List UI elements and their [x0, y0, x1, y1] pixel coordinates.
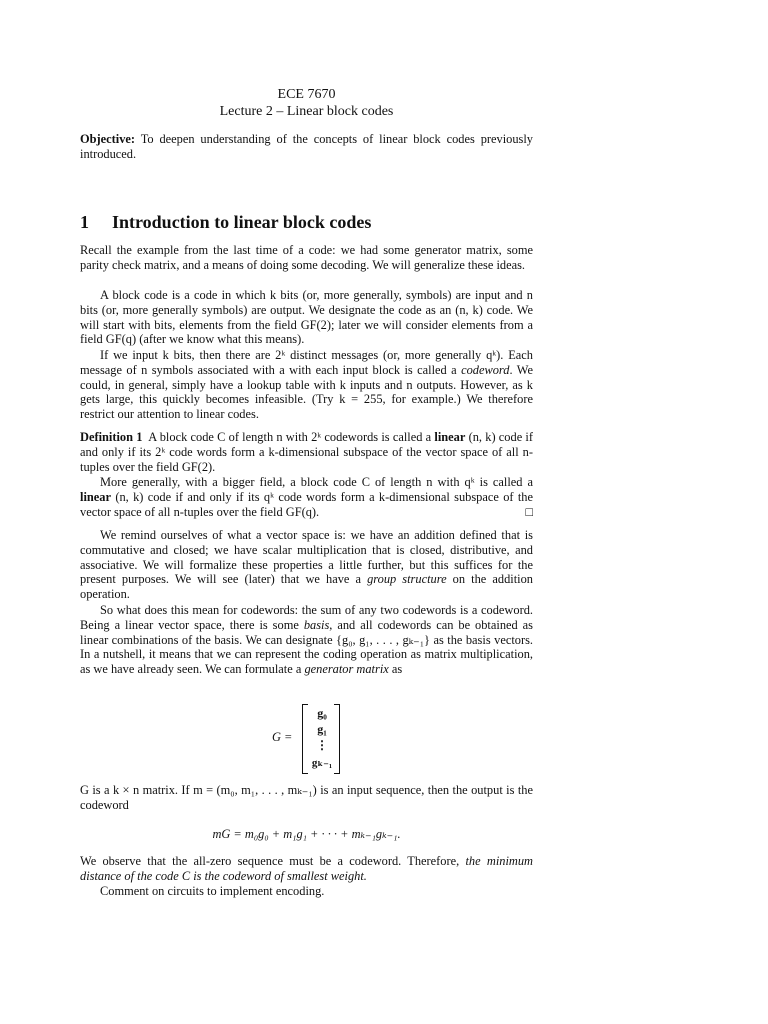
course-title: ECE 7670 [277, 87, 336, 102]
end-of-definition-mark: □ [525, 504, 533, 519]
paragraph-messages-text-b: . We could, in general, simply have a lookup table with k inputs and n outputs. However, as k gets large, this quickly becomes infeasible. (Try k = 255, for example.) We therefore restrict our attention to linear codes. [80, 362, 533, 422]
paragraph-messages [80, 348, 533, 422]
paragraph-circuits: Comment on circuits to implement encoding. [100, 884, 325, 898]
lecture-title: Lecture 2 – Linear block codes [219, 104, 394, 119]
paragraph-bigger-field-text-b: (n, k) code if and only if its qᵏ code words form a k-dimensional subspace of the vector space of all n-tuples over the field GF(q). [80, 489, 533, 519]
section-heading [80, 212, 533, 233]
definition-text-b: (n, k) code if and only if its 2ᵏ code words form a k-dimensional subspace of the vector space of all n-tuples over the field GF(2). [80, 430, 533, 474]
section-number: 1 [80, 212, 89, 232]
paragraph-codewords [80, 603, 533, 677]
paragraph-codewords-text-c: as [388, 662, 403, 677]
section-title: Introduction to linear block codes [112, 212, 372, 232]
term-basis: basis [303, 617, 330, 632]
generator-matrix [302, 704, 340, 774]
paragraph-vector-space-text-b: on the addition operation. [80, 572, 533, 602]
objective-paragraph [80, 132, 533, 162]
matrix-row-last: gₖ₋₁ [311, 757, 333, 769]
matrix-row-dots: ⋮ [316, 738, 328, 752]
paragraph-messages-text-a: If we input k bits, then there are 2ᵏ distinct messages (or, more generally qᵏ). Each message of n symbols associated with a with each input block is called a [80, 348, 533, 377]
paragraph-recall: Recall the example from the last time of a code: we had some generator matrix, some parity check matrix, and a means of doing some decoding. We will generalize these ideas. [80, 243, 533, 272]
minimum-distance-statement: the minimum distance of the code C is the codeword of smallest weight. [80, 854, 533, 883]
codeword-equation: mG = m₀g₀ + m₁g₁ + · · · + mₖ₋₁gₖ₋₁. [212, 827, 401, 841]
definition-label: Definition 1 [80, 430, 143, 444]
definition-1 [80, 430, 533, 474]
term-generator-matrix: generator matrix [304, 662, 389, 677]
objective-text: To deepen understanding of the concepts of linear block codes previously introduced. [80, 132, 534, 161]
matrix-lhs: G = [272, 730, 293, 744]
paragraph-codewords-text-b: , and all codewords can be obtained as linear combinations of the basis. We can designate {g₀, g₁, . . . , gₖ₋₁} as the basis vectors. In a nutshell, it means that we can represent the coding operation as matrix multiplication, as we have already seen. We can formulate a [80, 617, 534, 677]
paragraph-vector-space [80, 528, 533, 602]
paragraph-codewords-text-a: So what does this mean for codewords: the sum of any two codewords is a codeword. Being a linear vector space, there is some [80, 603, 533, 632]
definition-text-a: A block code C of length n with 2ᵏ codewords is called a [148, 430, 435, 444]
objective-label: Objective: [80, 132, 136, 146]
right-bracket [334, 704, 340, 774]
paragraph-all-zero [80, 854, 533, 884]
term-codeword: codeword [461, 362, 510, 377]
definition-term-linear: linear [434, 430, 466, 444]
matrix-row-1: g₁ [317, 722, 327, 736]
matrix-row-0: g₀ [317, 706, 327, 720]
left-bracket [302, 704, 308, 774]
paragraph-k-by-n: G is a k × n matrix. If m = (m₀, m₁, . . . , mₖ₋₁) is an input sequence, then the output is the codeword [80, 783, 533, 812]
paragraph-vector-space-text-a: We remind ourselves of what a vector space is: we have an addition defined that is commutative and closed; we have scalar multiplication that is closed, distributive, and associative. We will formalize these properties a little further, but this suffices for the present purposes. We will see (later) that we have a [80, 528, 533, 587]
paragraph-bigger-field [80, 475, 533, 519]
paragraph-bigger-field-text-a: More generally, with a bigger field, a block code C of length n with qᵏ is called a [100, 475, 533, 489]
paragraph-all-zero-text: We observe that the all-zero sequence must be a codeword. Therefore, [80, 854, 466, 868]
term-group-structure: group structure [367, 572, 447, 587]
term-linear: linear [80, 489, 111, 504]
paragraph-block-code: A block code is a code in which k bits (or, more generally, symbols) are input and n bits (or, more generally symbols) are output. We designate the code as an (n, k) code. We will start with bits, elements from the field GF(2); later we will consider elements from a field GF(q) (after we know what this means). [80, 288, 533, 347]
